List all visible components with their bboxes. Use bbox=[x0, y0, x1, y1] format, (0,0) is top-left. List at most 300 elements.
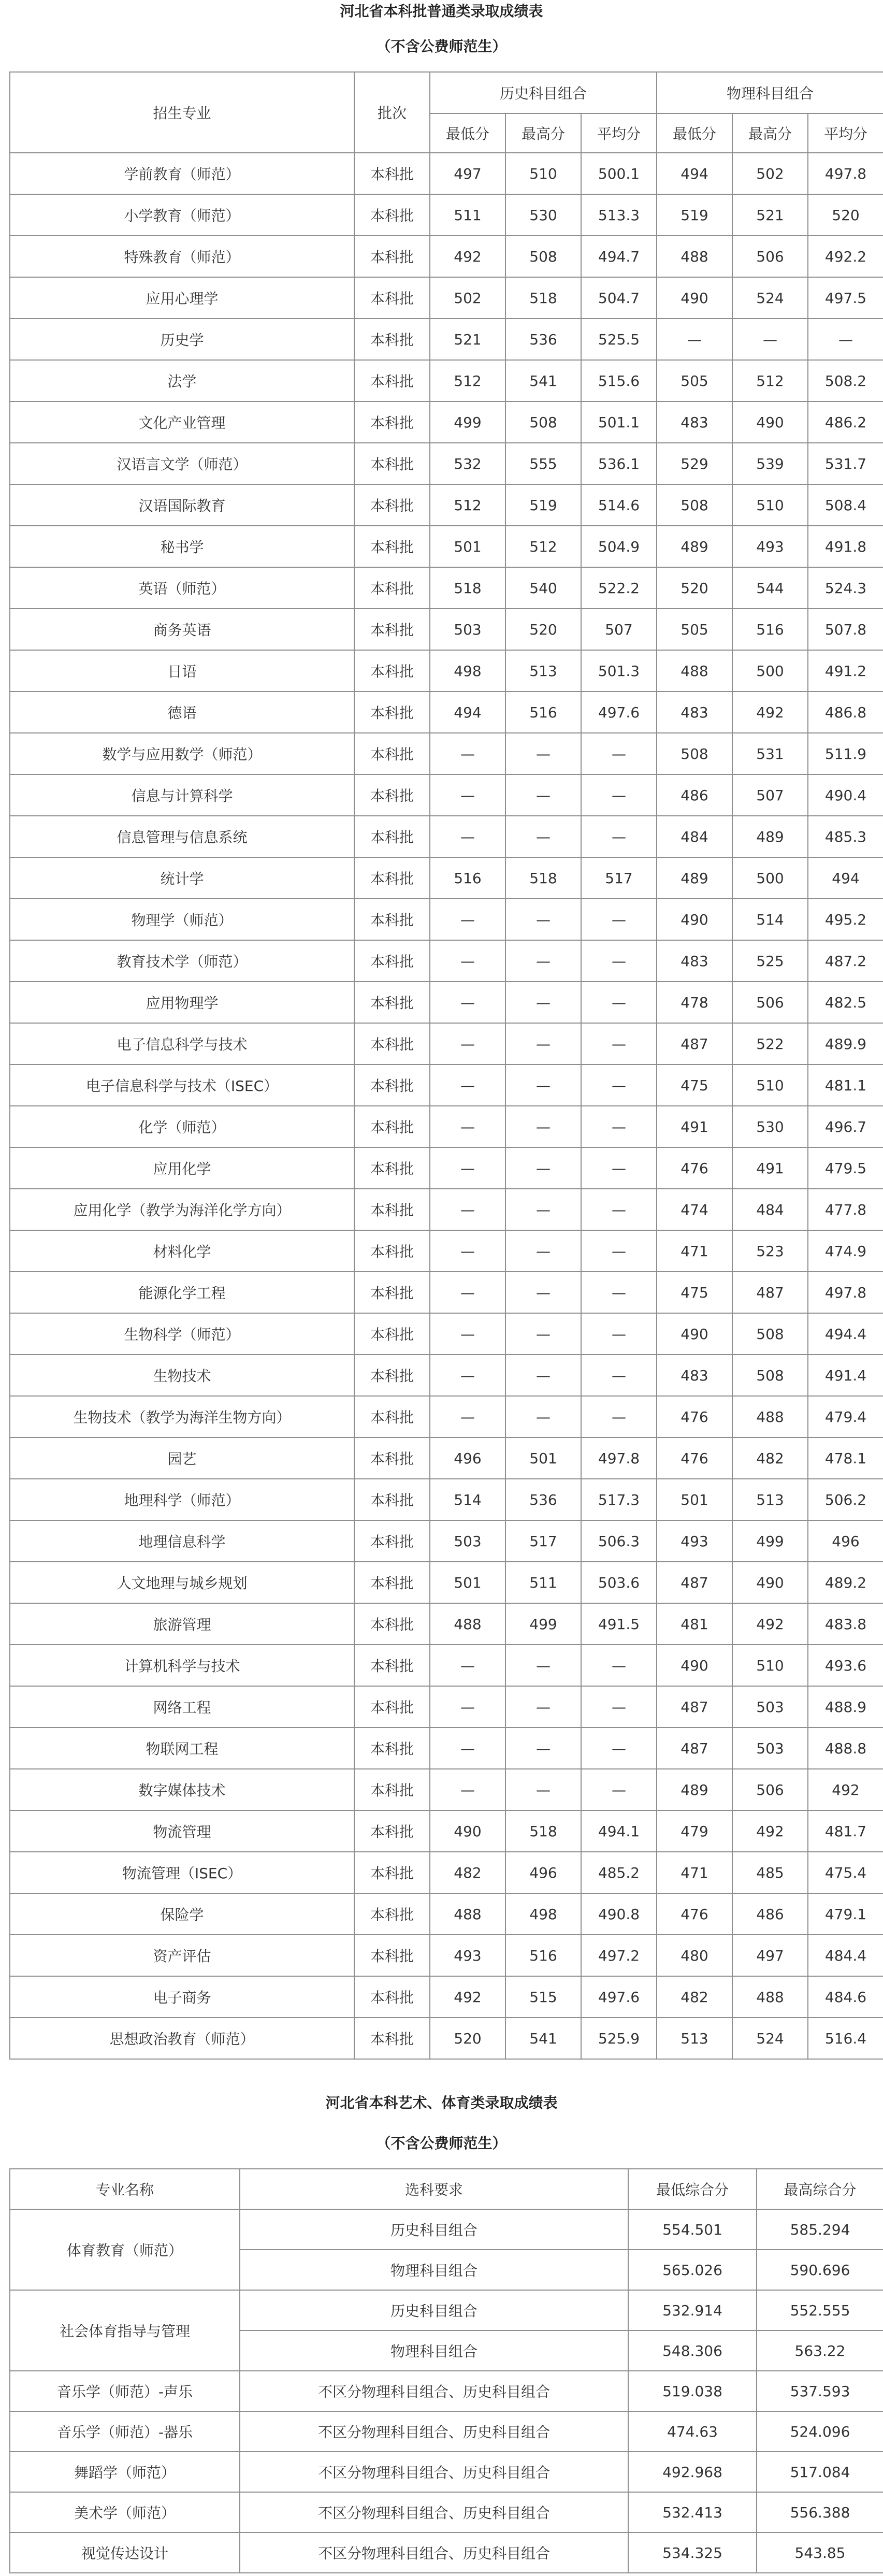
cell-min-composite: 519.038 bbox=[628, 2371, 757, 2411]
table-row bbox=[10, 1106, 883, 1147]
cell-major: 物理学（师范） bbox=[10, 899, 354, 940]
cell-max-composite: 552.555 bbox=[757, 2290, 883, 2330]
cell-history-min: — bbox=[430, 982, 505, 1023]
cell-history-min: 521 bbox=[430, 319, 505, 360]
cell-batch: 本科批 bbox=[354, 1520, 430, 1562]
cell-history-min: — bbox=[430, 733, 505, 774]
cell-physics-avg: 511.9 bbox=[808, 733, 883, 774]
table-row bbox=[10, 2290, 883, 2330]
header-major: 招生专业 bbox=[10, 72, 354, 153]
cell-history-min: 499 bbox=[430, 401, 505, 443]
cell-physics-avg: 483.8 bbox=[808, 1603, 883, 1645]
cell-physics-max: 499 bbox=[732, 1520, 808, 1562]
cell-history-max: — bbox=[505, 774, 581, 816]
table-row bbox=[10, 692, 883, 733]
cell-major: 网络工程 bbox=[10, 1686, 354, 1728]
cell-physics-avg: 508.2 bbox=[808, 360, 883, 401]
cell-physics-max: 539 bbox=[732, 443, 808, 484]
cell-history-max: 519 bbox=[505, 484, 581, 526]
cell-physics-min: 508 bbox=[657, 484, 732, 526]
table-row bbox=[10, 1355, 883, 1396]
cell-physics-min: 490 bbox=[657, 277, 732, 319]
cell-batch: 本科批 bbox=[354, 1976, 430, 2018]
cell-history-avg: 536.1 bbox=[581, 443, 657, 484]
cell-batch: 本科批 bbox=[354, 1230, 430, 1272]
cell-history-min: 512 bbox=[430, 360, 505, 401]
cell-physics-avg: 491.8 bbox=[808, 526, 883, 567]
table-row bbox=[10, 1852, 883, 1893]
cell-physics-avg: 482.5 bbox=[808, 982, 883, 1023]
cell-physics-min: 489 bbox=[657, 1769, 732, 1810]
cell-physics-max: 530 bbox=[732, 1106, 808, 1147]
header-major-name: 专业名称 bbox=[10, 2169, 240, 2209]
cell-physics-max: 510 bbox=[732, 484, 808, 526]
cell-batch: 本科批 bbox=[354, 319, 430, 360]
table-row bbox=[10, 319, 883, 360]
cell-history-avg: 525.5 bbox=[581, 319, 657, 360]
cell-physics-max: — bbox=[732, 319, 808, 360]
table-row bbox=[10, 1810, 883, 1852]
header-batch: 批次 bbox=[354, 72, 430, 153]
cell-history-min: 511 bbox=[430, 194, 505, 236]
cell-major: 德语 bbox=[10, 692, 354, 733]
cell-physics-avg: 479.1 bbox=[808, 1893, 883, 1935]
cell-batch: 本科批 bbox=[354, 1396, 430, 1437]
cell-history-max: — bbox=[505, 1147, 581, 1189]
cell-batch: 本科批 bbox=[354, 1023, 430, 1064]
table-row bbox=[10, 567, 883, 609]
header-history-group: 历史科目组合 bbox=[430, 72, 657, 113]
cell-major-name: 视觉传达设计 bbox=[10, 2532, 240, 2573]
cell-major: 历史学 bbox=[10, 319, 354, 360]
table-row bbox=[10, 1230, 883, 1272]
cell-physics-max: 488 bbox=[732, 1396, 808, 1437]
cell-history-max: 511 bbox=[505, 1562, 581, 1603]
table1-subtitle: （不含公费师范生） bbox=[376, 38, 507, 55]
cell-batch: 本科批 bbox=[354, 650, 430, 692]
cell-history-max: — bbox=[505, 1064, 581, 1106]
table-row bbox=[10, 1645, 883, 1686]
cell-history-avg: — bbox=[581, 1023, 657, 1064]
cell-major: 特殊教育（师范） bbox=[10, 236, 354, 277]
cell-physics-avg: 489.9 bbox=[808, 1023, 883, 1064]
cell-physics-min: 476 bbox=[657, 1437, 732, 1479]
cell-batch: 本科批 bbox=[354, 1769, 430, 1810]
cell-history-max: — bbox=[505, 1769, 581, 1810]
cell-physics-avg: 481.7 bbox=[808, 1810, 883, 1852]
cell-history-max: — bbox=[505, 1728, 581, 1769]
cell-physics-min: 471 bbox=[657, 1230, 732, 1272]
cell-batch: 本科批 bbox=[354, 1810, 430, 1852]
cell-history-min: — bbox=[430, 1023, 505, 1064]
cell-physics-avg: 490.4 bbox=[808, 774, 883, 816]
cell-physics-avg: 495.2 bbox=[808, 899, 883, 940]
cell-physics-min: 480 bbox=[657, 1935, 732, 1976]
cell-history-min: 502 bbox=[430, 277, 505, 319]
cell-history-min: — bbox=[430, 1272, 505, 1313]
table1 bbox=[9, 71, 883, 2060]
cell-batch: 本科批 bbox=[354, 774, 430, 816]
cell-physics-max: 503 bbox=[732, 1728, 808, 1769]
cell-history-max: 516 bbox=[505, 692, 581, 733]
cell-min-composite: 554.501 bbox=[628, 2209, 757, 2250]
cell-major: 教育技术学（师范） bbox=[10, 940, 354, 982]
cell-history-avg: — bbox=[581, 1728, 657, 1769]
cell-batch: 本科批 bbox=[354, 1852, 430, 1893]
cell-physics-min: 471 bbox=[657, 1852, 732, 1893]
cell-major: 日语 bbox=[10, 650, 354, 692]
cell-major: 学前教育（师范） bbox=[10, 153, 354, 194]
cell-history-max: — bbox=[505, 899, 581, 940]
cell-physics-min: 483 bbox=[657, 692, 732, 733]
cell-history-max: — bbox=[505, 1313, 581, 1355]
cell-history-avg: 514.6 bbox=[581, 484, 657, 526]
cell-physics-avg: 494.4 bbox=[808, 1313, 883, 1355]
cell-min-composite: 548.306 bbox=[628, 2330, 757, 2371]
cell-major: 旅游管理 bbox=[10, 1603, 354, 1645]
cell-major: 英语（师范） bbox=[10, 567, 354, 609]
cell-physics-min: 487 bbox=[657, 1023, 732, 1064]
cell-major: 物联网工程 bbox=[10, 1728, 354, 1769]
table-row bbox=[10, 1189, 883, 1230]
cell-history-avg: 522.2 bbox=[581, 567, 657, 609]
cell-physics-avg: 531.7 bbox=[808, 443, 883, 484]
cell-history-min: 490 bbox=[430, 1810, 505, 1852]
table-row bbox=[10, 816, 883, 857]
cell-physics-min: 483 bbox=[657, 940, 732, 982]
cell-history-max: 555 bbox=[505, 443, 581, 484]
cell-physics-avg: 492 bbox=[808, 1769, 883, 1810]
cell-history-max: 510 bbox=[505, 153, 581, 194]
cell-physics-min: 488 bbox=[657, 650, 732, 692]
cell-physics-avg: 478.1 bbox=[808, 1437, 883, 1479]
cell-history-avg: 506.3 bbox=[581, 1520, 657, 1562]
cell-physics-avg: 497.8 bbox=[808, 1272, 883, 1313]
cell-physics-min: 476 bbox=[657, 1147, 732, 1189]
cell-history-avg: — bbox=[581, 1313, 657, 1355]
header-history-avg: 平均分 bbox=[581, 113, 657, 153]
cell-major: 应用物理学 bbox=[10, 982, 354, 1023]
cell-physics-max: 510 bbox=[732, 1064, 808, 1106]
header-physics-group: 物理科目组合 bbox=[657, 72, 883, 113]
table-row bbox=[10, 899, 883, 940]
cell-subject-requirement: 物理科目组合 bbox=[240, 2250, 628, 2290]
table-row bbox=[10, 1686, 883, 1728]
cell-physics-max: 506 bbox=[732, 1769, 808, 1810]
cell-major: 统计学 bbox=[10, 857, 354, 899]
cell-batch: 本科批 bbox=[354, 1189, 430, 1230]
cell-batch: 本科批 bbox=[354, 236, 430, 277]
cell-batch: 本科批 bbox=[354, 1728, 430, 1769]
cell-history-avg: — bbox=[581, 1064, 657, 1106]
cell-physics-max: 503 bbox=[732, 1686, 808, 1728]
cell-physics-max: 524 bbox=[732, 2018, 808, 2059]
cell-major: 应用心理学 bbox=[10, 277, 354, 319]
cell-history-max: — bbox=[505, 1272, 581, 1313]
cell-history-max: — bbox=[505, 982, 581, 1023]
cell-major-name: 音乐学（师范）-器乐 bbox=[10, 2411, 240, 2452]
cell-physics-avg: 488.9 bbox=[808, 1686, 883, 1728]
cell-physics-max: 508 bbox=[732, 1313, 808, 1355]
cell-major: 地理信息科学 bbox=[10, 1520, 354, 1562]
cell-history-avg: 497.6 bbox=[581, 692, 657, 733]
header-min-composite: 最低综合分 bbox=[628, 2169, 757, 2209]
cell-history-avg: 497.2 bbox=[581, 1935, 657, 1976]
table-row bbox=[10, 733, 883, 774]
cell-physics-min: 529 bbox=[657, 443, 732, 484]
cell-history-avg: 513.3 bbox=[581, 194, 657, 236]
table2-title: 河北省本科艺术、体育类录取成绩表 bbox=[325, 2094, 558, 2111]
cell-history-min: — bbox=[430, 1396, 505, 1437]
cell-batch: 本科批 bbox=[354, 1935, 430, 1976]
cell-batch: 本科批 bbox=[354, 899, 430, 940]
cell-history-avg: 491.5 bbox=[581, 1603, 657, 1645]
cell-major: 生物技术（教学为海洋生物方向） bbox=[10, 1396, 354, 1437]
table-row bbox=[10, 1976, 883, 2018]
cell-batch: 本科批 bbox=[354, 1313, 430, 1355]
cell-batch: 本科批 bbox=[354, 940, 430, 982]
cell-physics-min: 519 bbox=[657, 194, 732, 236]
cell-major: 数学与应用数学（师范） bbox=[10, 733, 354, 774]
table-row bbox=[10, 1437, 883, 1479]
cell-history-min: 520 bbox=[430, 2018, 505, 2059]
cell-history-max: 508 bbox=[505, 236, 581, 277]
cell-physics-max: 510 bbox=[732, 1645, 808, 1686]
cell-history-max: 516 bbox=[505, 1935, 581, 1976]
cell-batch: 本科批 bbox=[354, 1479, 430, 1520]
cell-max-composite: 524.096 bbox=[757, 2411, 883, 2452]
cell-history-min: — bbox=[430, 1230, 505, 1272]
cell-history-max: — bbox=[505, 733, 581, 774]
cell-physics-max: 544 bbox=[732, 567, 808, 609]
cell-history-max: 512 bbox=[505, 526, 581, 567]
cell-physics-min: 494 bbox=[657, 153, 732, 194]
cell-batch: 本科批 bbox=[354, 609, 430, 650]
cell-physics-avg: 493.6 bbox=[808, 1645, 883, 1686]
cell-physics-avg: — bbox=[808, 319, 883, 360]
cell-physics-avg: 524.3 bbox=[808, 567, 883, 609]
cell-physics-max: 521 bbox=[732, 194, 808, 236]
table1-header-row bbox=[10, 72, 883, 113]
cell-history-min: 493 bbox=[430, 1935, 505, 1976]
table-row bbox=[10, 2209, 883, 2250]
cell-history-min: — bbox=[430, 1728, 505, 1769]
cell-history-avg: 500.1 bbox=[581, 153, 657, 194]
cell-physics-min: 475 bbox=[657, 1272, 732, 1313]
cell-batch: 本科批 bbox=[354, 1562, 430, 1603]
cell-history-min: 492 bbox=[430, 236, 505, 277]
cell-history-max: 515 bbox=[505, 1976, 581, 2018]
table-row bbox=[10, 1935, 883, 1976]
table-row bbox=[10, 236, 883, 277]
cell-history-avg: — bbox=[581, 1769, 657, 1810]
cell-history-avg: 517.3 bbox=[581, 1479, 657, 1520]
cell-major: 文化产业管理 bbox=[10, 401, 354, 443]
cell-physics-min: 520 bbox=[657, 567, 732, 609]
cell-physics-avg: 484.6 bbox=[808, 1976, 883, 2018]
cell-batch: 本科批 bbox=[354, 733, 430, 774]
cell-history-min: 498 bbox=[430, 650, 505, 692]
cell-history-avg: — bbox=[581, 1106, 657, 1147]
cell-physics-avg: 474.9 bbox=[808, 1230, 883, 1272]
cell-physics-max: 500 bbox=[732, 650, 808, 692]
cell-history-avg: 503.6 bbox=[581, 1562, 657, 1603]
cell-physics-min: 489 bbox=[657, 857, 732, 899]
table-row bbox=[10, 1520, 883, 1562]
cell-min-composite: 532.413 bbox=[628, 2492, 757, 2532]
cell-history-min: 514 bbox=[430, 1479, 505, 1520]
cell-physics-avg: 492.2 bbox=[808, 236, 883, 277]
cell-physics-max: 482 bbox=[732, 1437, 808, 1479]
cell-max-composite: 585.294 bbox=[757, 2209, 883, 2250]
cell-history-avg: — bbox=[581, 816, 657, 857]
cell-history-max: — bbox=[505, 1189, 581, 1230]
cell-batch: 本科批 bbox=[354, 1893, 430, 1935]
table-row bbox=[10, 484, 883, 526]
cell-history-max: — bbox=[505, 1686, 581, 1728]
header-max-composite: 最高综合分 bbox=[757, 2169, 883, 2209]
cell-physics-avg: 497.8 bbox=[808, 153, 883, 194]
cell-major: 数字媒体技术 bbox=[10, 1769, 354, 1810]
cell-history-avg: 504.7 bbox=[581, 277, 657, 319]
cell-physics-min: 513 bbox=[657, 2018, 732, 2059]
cell-min-composite: 565.026 bbox=[628, 2250, 757, 2290]
cell-history-min: 482 bbox=[430, 1852, 505, 1893]
cell-history-max: 498 bbox=[505, 1893, 581, 1935]
table-row bbox=[10, 857, 883, 899]
cell-batch: 本科批 bbox=[354, 153, 430, 194]
cell-history-avg: — bbox=[581, 1147, 657, 1189]
table-row bbox=[10, 194, 883, 236]
cell-major: 电子商务 bbox=[10, 1976, 354, 2018]
cell-batch: 本科批 bbox=[354, 982, 430, 1023]
cell-physics-min: 478 bbox=[657, 982, 732, 1023]
cell-max-composite: 563.22 bbox=[757, 2330, 883, 2371]
cell-history-max: 513 bbox=[505, 650, 581, 692]
cell-subject-requirement: 物理科目组合 bbox=[240, 2330, 628, 2371]
table-row bbox=[10, 1728, 883, 1769]
cell-history-avg: 497.8 bbox=[581, 1437, 657, 1479]
table-row bbox=[10, 277, 883, 319]
cell-history-max: 540 bbox=[505, 567, 581, 609]
cell-physics-max: 516 bbox=[732, 609, 808, 650]
cell-history-max: — bbox=[505, 940, 581, 982]
cell-history-max: 520 bbox=[505, 609, 581, 650]
cell-physics-min: 493 bbox=[657, 1520, 732, 1562]
cell-history-min: 516 bbox=[430, 857, 505, 899]
cell-history-avg: — bbox=[581, 1686, 657, 1728]
cell-physics-min: 487 bbox=[657, 1728, 732, 1769]
cell-history-max: 501 bbox=[505, 1437, 581, 1479]
cell-physics-min: 505 bbox=[657, 609, 732, 650]
cell-history-min: — bbox=[430, 940, 505, 982]
cell-physics-avg: 489.2 bbox=[808, 1562, 883, 1603]
cell-history-avg: 497.6 bbox=[581, 1976, 657, 2018]
header-physics-min: 最低分 bbox=[657, 113, 732, 153]
cell-history-min: 518 bbox=[430, 567, 505, 609]
cell-history-max: 499 bbox=[505, 1603, 581, 1645]
cell-major: 园艺 bbox=[10, 1437, 354, 1479]
cell-batch: 本科批 bbox=[354, 857, 430, 899]
cell-history-min: — bbox=[430, 816, 505, 857]
cell-batch: 本科批 bbox=[354, 1355, 430, 1396]
cell-history-avg: 490.8 bbox=[581, 1893, 657, 1935]
cell-history-min: — bbox=[430, 1064, 505, 1106]
table-row bbox=[10, 1272, 883, 1313]
cell-physics-max: 485 bbox=[732, 1852, 808, 1893]
cell-history-max: — bbox=[505, 1106, 581, 1147]
cell-max-composite: 556.388 bbox=[757, 2492, 883, 2532]
cell-physics-max: 502 bbox=[732, 153, 808, 194]
cell-physics-min: 483 bbox=[657, 401, 732, 443]
cell-history-avg: — bbox=[581, 899, 657, 940]
cell-physics-avg: 486.2 bbox=[808, 401, 883, 443]
cell-physics-avg: 481.1 bbox=[808, 1064, 883, 1106]
cell-history-max: 536 bbox=[505, 319, 581, 360]
cell-min-composite: 532.914 bbox=[628, 2290, 757, 2330]
cell-physics-max: 484 bbox=[732, 1189, 808, 1230]
cell-batch: 本科批 bbox=[354, 1645, 430, 1686]
cell-history-max: 536 bbox=[505, 1479, 581, 1520]
cell-history-avg: 515.6 bbox=[581, 360, 657, 401]
header-history-max: 最高分 bbox=[505, 113, 581, 153]
table2-subtitle: （不含公费师范生） bbox=[376, 2135, 507, 2152]
cell-physics-avg: 520 bbox=[808, 194, 883, 236]
cell-major-name: 社会体育指导与管理 bbox=[10, 2290, 240, 2371]
cell-history-max: — bbox=[505, 1023, 581, 1064]
cell-physics-min: — bbox=[657, 319, 732, 360]
cell-physics-max: 492 bbox=[732, 1810, 808, 1852]
cell-physics-max: 493 bbox=[732, 526, 808, 567]
cell-major: 秘书学 bbox=[10, 526, 354, 567]
cell-major: 资产评估 bbox=[10, 1935, 354, 1976]
cell-major: 人文地理与城乡规划 bbox=[10, 1562, 354, 1603]
cell-physics-min: 476 bbox=[657, 1396, 732, 1437]
table-row bbox=[10, 526, 883, 567]
cell-min-composite: 474.63 bbox=[628, 2411, 757, 2452]
cell-history-min: — bbox=[430, 774, 505, 816]
cell-batch: 本科批 bbox=[354, 360, 430, 401]
cell-history-min: 497 bbox=[430, 153, 505, 194]
cell-batch: 本科批 bbox=[354, 526, 430, 567]
cell-batch: 本科批 bbox=[354, 1106, 430, 1147]
cell-physics-max: 514 bbox=[732, 899, 808, 940]
cell-history-avg: — bbox=[581, 733, 657, 774]
cell-max-composite: 517.084 bbox=[757, 2452, 883, 2492]
cell-subject-requirement: 不区分物理科目组合、历史科目组合 bbox=[240, 2371, 628, 2411]
cell-physics-avg: 516.4 bbox=[808, 2018, 883, 2059]
cell-history-max: 518 bbox=[505, 1810, 581, 1852]
cell-history-max: 508 bbox=[505, 401, 581, 443]
cell-subject-requirement: 不区分物理科目组合、历史科目组合 bbox=[240, 2492, 628, 2532]
table-row bbox=[10, 2452, 883, 2492]
cell-history-avg: 494.7 bbox=[581, 236, 657, 277]
table-row bbox=[10, 1603, 883, 1645]
cell-physics-max: 497 bbox=[732, 1935, 808, 1976]
cell-physics-max: 508 bbox=[732, 1355, 808, 1396]
cell-major: 法学 bbox=[10, 360, 354, 401]
cell-history-max: 518 bbox=[505, 857, 581, 899]
header-physics-max: 最高分 bbox=[732, 113, 808, 153]
cell-batch: 本科批 bbox=[354, 567, 430, 609]
cell-max-composite: 543.85 bbox=[757, 2532, 883, 2573]
cell-physics-max: 492 bbox=[732, 1603, 808, 1645]
cell-history-max: — bbox=[505, 1230, 581, 1272]
table2-header-row bbox=[10, 2169, 883, 2209]
cell-history-max: 541 bbox=[505, 2018, 581, 2059]
table-row bbox=[10, 774, 883, 816]
cell-physics-max: 507 bbox=[732, 774, 808, 816]
